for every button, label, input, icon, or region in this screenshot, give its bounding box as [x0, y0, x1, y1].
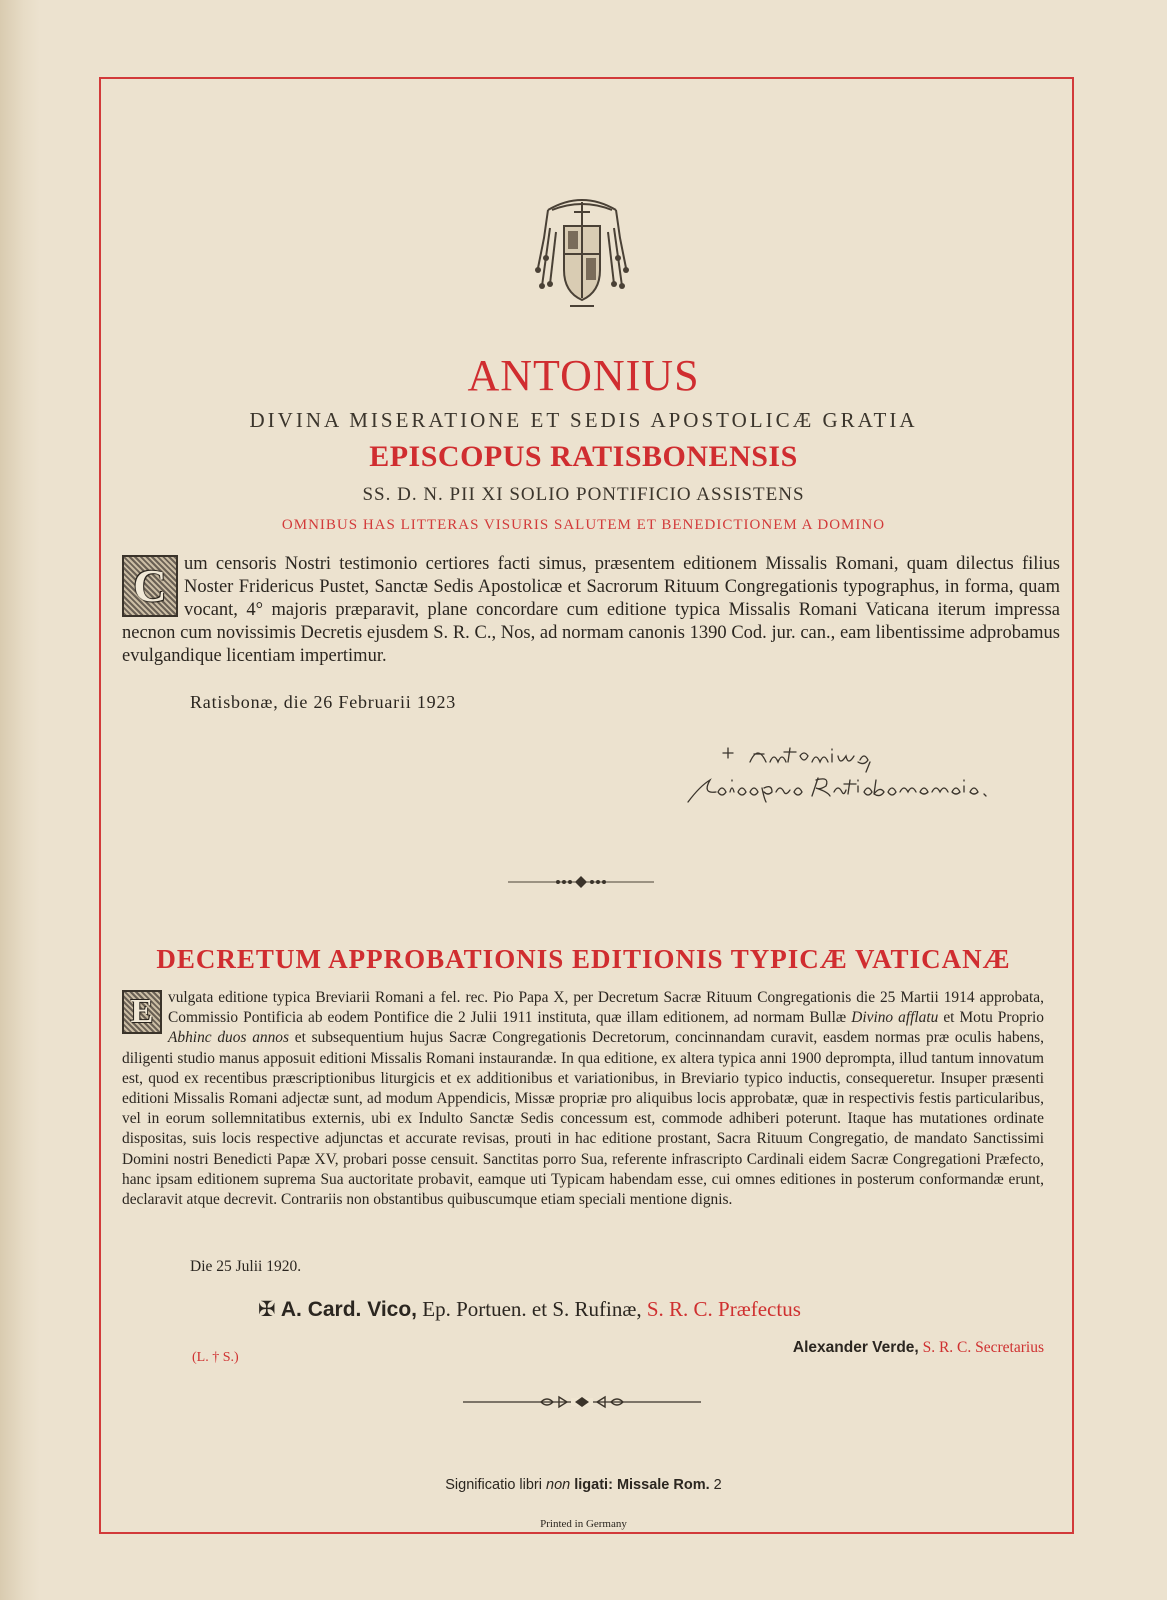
seal-mark: (L. † S.)	[192, 1350, 239, 1365]
decree-dropcap: E	[122, 990, 162, 1034]
approbation-paragraph	[122, 553, 1060, 668]
footer-number: 2	[709, 1477, 722, 1493]
paper-edge	[0, 0, 40, 1600]
ornament-divider-lower	[463, 1394, 701, 1410]
decree-date: Die 25 Julii 1920.	[190, 1258, 302, 1275]
footer-label-a: Significatio libri	[445, 1477, 547, 1493]
approbation-text: um censoris Nostri testimonio certiores facti simus, præsentem editionem Missalis Romani, quam dilectus filius Noster Fridericus Pustet, Sanctæ Sedis Apostolicæ et Sacrorum Rituum Congregationis typographus, in forma, quam vocant, 4° majoris præparavit, plane concordare cum editione typica Missalis Romani Vaticana iterum impressa necnon cum novissimis Decretis ejusdem S. R. C., Nos, ad normam canonis 1390 Cod. jur. can., eam libentissime adprobamus evulgandique licentiam impertimur.	[122, 554, 1060, 666]
cross-icon: ✠	[258, 1297, 276, 1321]
bishop-title-heading: EPISCOPUS RATISBONENSIS	[369, 440, 798, 473]
prefect-name: A. Card. Vico,	[280, 1298, 418, 1321]
footer-label-italic: non	[546, 1477, 571, 1493]
decree-text-a: vulgata editione typica Breviarii Romani a fel. rec. Pio Papa X, per Decretum Sacræ Rituum Congregationis die 25 Martii 1914 approbata, Commissio Pontificia ab eodem Pontifice die 2 Julii 1911 instituta, quæ illam editionem, ad normam Bullæ	[168, 989, 1044, 1027]
secretary-name: Alexander Verde,	[792, 1339, 919, 1356]
prefect-see: Ep. Portuen. et S. Rufinæ,	[417, 1297, 647, 1321]
decree-text-c: et subsequentium hujus Sacræ Congregationis Decretorum, concinnandam curavit, easdem normas præ oculis habens, diligenti studio manus apposuit editioni Missalis Romani instaurandæ. In qua editione, ex altera typica anni 1900 deprompta, illud tantum innovatum est, quod ex recentibus præscriptionibus liturgicis et ex additionibus et variationibus, in Breviario typico inductis, consequeretur. Insuper præsenti editioni Missalis Romani adjectæ sunt, ad modum Appendicis, Missæ propriæ pro aliquibus locis approbatæ, quæ in respectivis festis particularibus, vel in eorum sollemnitatibus externis, ubi ex Indulto Sanctæ Sedis concessum est, commode adhiberi poterunt. Itaque has mutationes ordinate dispositas, suis locis respective adjunctas et accurate revisas, prouti in hac editione prostant, Sacra Rituum Congregatio, de mandato Sanctissimi Domini nostri Benedicti Papæ XV, probari posse censuit. Sanctitas porro Sua, referente infrascripto Cardinali eidem Sacræ Congregationi Præfecto, hanc ipsam editionem suprema Sua auctoritate probavit, eamque uti Typicam habendam esse, cui omnes editiones in posterum conformandæ erunt, declaravit atque decrevit. Contrariis non obstantibus quibuscumque etiam speciali mentione dignis.	[122, 1029, 1044, 1209]
decree-heading: DECRETUM APPROBATIONIS EDITIONIS TYPICÆ VATICANÆ	[156, 944, 1011, 974]
handwritten-signature	[680, 740, 1020, 812]
decree-italic-divino: Divino afflatu	[851, 1009, 939, 1027]
bishop-name-heading: ANTONIUS	[467, 351, 700, 400]
decree-paragraph	[122, 988, 1044, 1210]
ornament-divider	[508, 875, 654, 889]
prefect-signature-line	[258, 1297, 801, 1322]
secretary-office: S. R. C. Secretarius	[918, 1339, 1044, 1356]
secretary-signature-line	[793, 1339, 1044, 1357]
decree-text-b: et Motu Proprio	[938, 1009, 1044, 1027]
approbation-dropcap: C	[122, 555, 178, 617]
printed-in-note: Printed in Germany	[540, 1518, 627, 1530]
episcopal-coat-of-arms-icon	[530, 188, 634, 316]
prefect-office: S. R. C. Præfectus	[646, 1297, 801, 1321]
greeting-line: OMNIBUS HAS LITTERAS VISURIS SALUTEM ET BENEDICTIONEM A DOMINO	[281, 517, 886, 533]
footer-label-b: ligati:	[570, 1477, 617, 1493]
decree-italic-abhinc: Abhinc duos annos	[168, 1029, 289, 1047]
footer-book: Missale Rom.	[616, 1477, 710, 1493]
footer-binding-note	[0, 1477, 1167, 1493]
divina-gratia-line: DIVINA MISERATIONE ET SEDIS APOSTOLICÆ GRATIA	[249, 408, 918, 432]
approbation-date: Ratisbonæ, die 26 Februarii 1923	[190, 692, 457, 712]
assistens-line: SS. D. N. PII XI SOLIO PONTIFICIO ASSISTENS	[362, 484, 805, 505]
